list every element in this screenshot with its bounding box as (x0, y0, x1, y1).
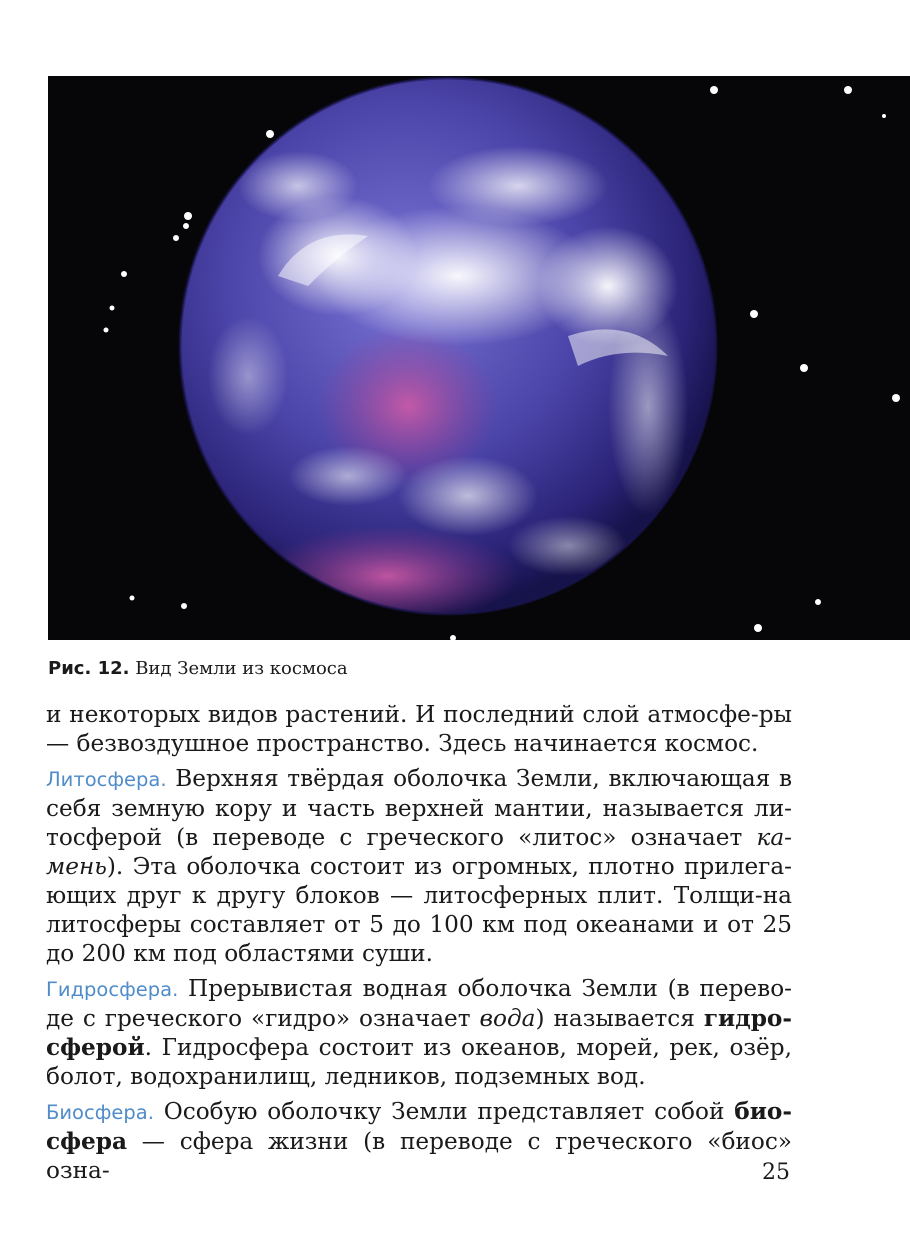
term-hydrosphere: Гидросфера. (46, 978, 179, 1001)
text-run: Верхняя твёрдая оболочка Земли, включающая в себя земную кору и часть верхней мантии, называется ли-тосферой (в переводе с греческого «литос» означает (46, 765, 792, 851)
page-number: 25 (762, 1160, 790, 1185)
earth-photo (48, 76, 910, 640)
italic-run: ка-мень (46, 824, 792, 880)
bold-run: гидро-сферой (46, 1005, 792, 1061)
figure-label: Рис. 12. (48, 658, 130, 679)
earth-illustration (48, 76, 910, 640)
text-run: ) называется (535, 1005, 704, 1032)
paragraph-atmosphere-end (46, 700, 792, 758)
paragraph-hydrosphere (46, 974, 792, 1091)
paragraph-biosphere (46, 1097, 792, 1185)
text-run: — сфера жизни (в переводе с греческого «биос» озна- (46, 1128, 792, 1184)
text-run: . Гидросфера состоит из океанов, морей, рек, озёр, болот, водохранилищ, ледников, подземных вод. (46, 1034, 792, 1090)
text-run: Особую оболочку Земли представляет собой (153, 1098, 735, 1125)
term-lithosphere: Литосфера. (46, 768, 167, 791)
term-biosphere: Биосфера. (46, 1101, 154, 1124)
text-run: и некоторых видов растений. И последний слой атмосфе-ры — безвоздушное пространство. Здесь начинается космос. (46, 701, 792, 757)
italic-run: вода (479, 1005, 536, 1032)
figure-title: Вид Земли из космоса (135, 658, 348, 679)
paragraph-lithosphere (46, 764, 792, 968)
text-run: ). Эта оболочка состоит из огромных, плотно прилега-ющих друг к другу блоков — литосферных плит. Толщи-на литосферы составляет от 5 до 100 км под океанами и от 25 до 200 км под областями суши. (46, 853, 792, 967)
text-run: Прерывистая водная оболочка Земли (в перево-де с греческого «гидро» означает (46, 975, 792, 1032)
bold-run: био-сфера (46, 1098, 792, 1155)
figure-caption (48, 658, 348, 680)
body-text (46, 700, 792, 1185)
